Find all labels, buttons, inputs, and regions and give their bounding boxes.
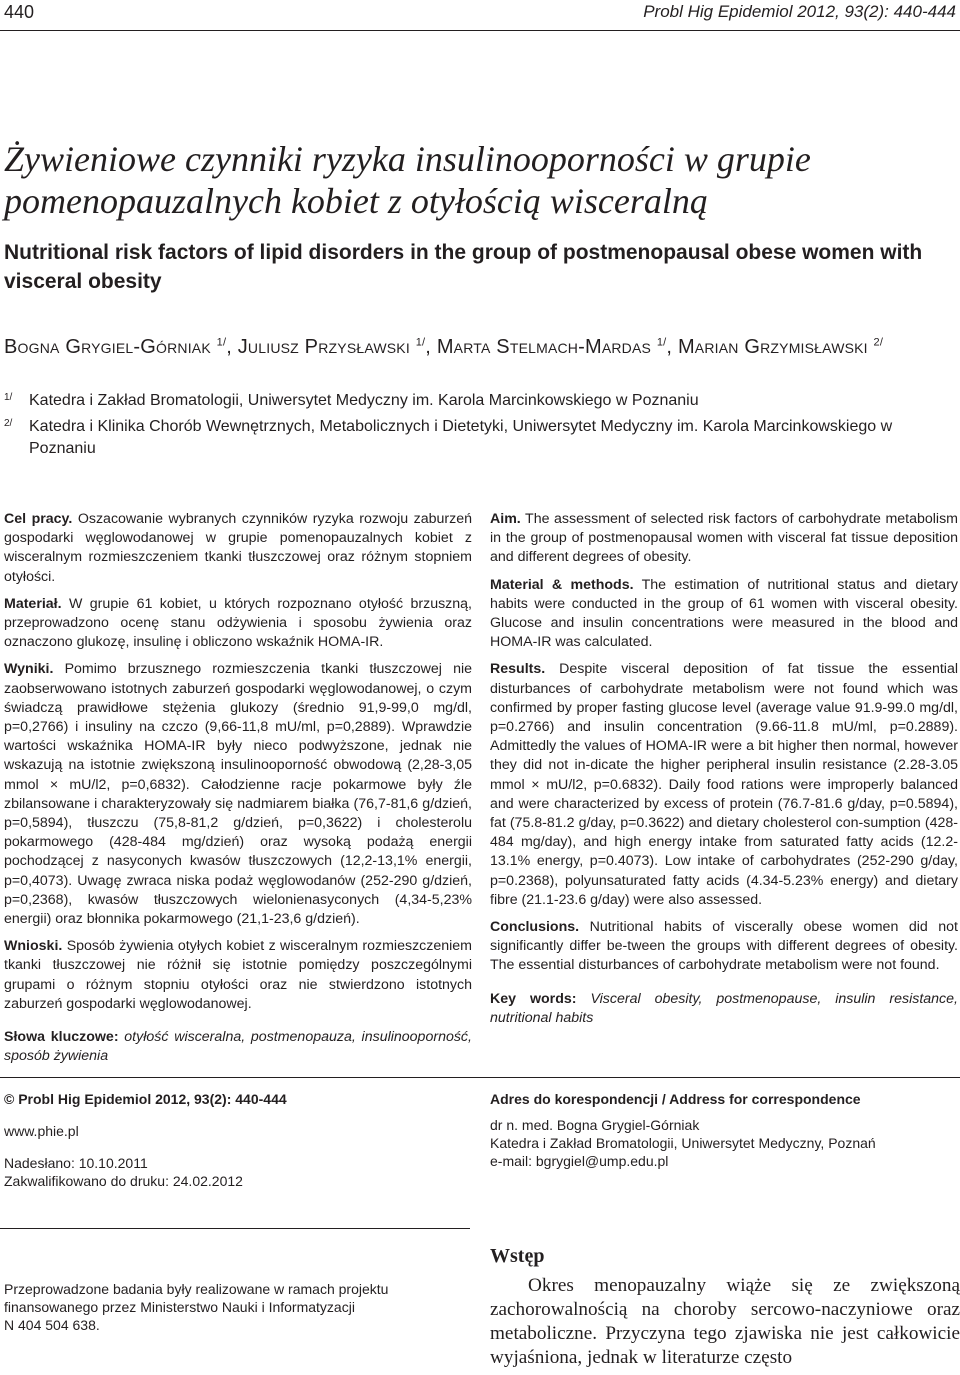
intro-heading: Wstęp xyxy=(490,1245,545,1267)
author-affiliation: 1/ xyxy=(415,336,426,349)
section-text: Despite visceral deposition of fat tissue the essential disturbances of carbohydrate metabolism were not found which was confirmed by proper fasting glucose level (average value 91.9-99.0 mg/dl, p=0.2766) and insulin concentration (9.66-11.8 mU/ml, p=0.2889). Admittedly the values of HOMA-IR were a bit higher then normal, however they did not in-dicate the higher peripheral insulin resistance (2.28-3.05 mmol × mU/l2, p=0.6832). Daily food rations were improperly balanced and were characterized by excess of protein (76.7-81.6 g/day, p=0.5894), fat (75.8-81.2 g/day, p=0.3622) and dietary cholesterol con-sumption (428-484 mg/day), and high energy intake from saturated fatty acids (12.2-13.1% energy, p=0.4073). Low intake of carbohydrates (252-290 g/day, p=0.2368), polyunsaturated fatty acids (4.34-5.23% energy) and dietary fibre (21.1-23.6 g/day) were also assessed. xyxy=(490,661,958,908)
funding-note xyxy=(4,1280,464,1334)
affiliation-number: 1/ xyxy=(4,392,13,403)
funding-line: Przeprowadzone badania były realizowane w ramach projektu xyxy=(4,1281,389,1297)
affiliation-text: Katedra i Zakład Bromatologii, Uniwersytet Medyczny im. Karola Marcinkowskiego w Poznaniu xyxy=(29,392,699,409)
journal-reference: Probl Hig Epidemiol 2012, 93(2): 440-444 xyxy=(643,2,956,21)
section-text: Nutritional habits of viscerally obese women did not significantly differ be-tween the groups with different degrees of obesity. The essential disturbances of carbohydrate metabolism were not found. xyxy=(490,919,958,974)
accepted-date: Zakwalifikowano do druku: 24.02.2012 xyxy=(4,1173,243,1189)
section-rule xyxy=(0,1077,960,1078)
section-label: Wnioski. xyxy=(4,938,63,955)
section-text: Sposób żywienia otyłych kobiet z wisceralnym rozmieszczeniem tkanki tłuszczowej nie różnił się istotnie pomiędzy poszczególnymi grupami o różnym stopniu otyłości oraz nie stwierdzono istotnych zaburzeń gospodarki węglowodanowej. xyxy=(4,938,472,1012)
section-label: Results. xyxy=(490,661,546,678)
abstract-paragraph xyxy=(4,510,472,587)
title-polish: Żywieniowe czynniki ryzyka insulinooporności w grupie pomenopauzalnych kobiet z otyłością wisceralną xyxy=(4,139,811,221)
section-text: The estimation of nutritional status and dietary habits were conducted in the group of 61 women with visceral obesity. Glucose and insulin concentrations were measured in the blood and HOMA-IR was calculated. xyxy=(490,576,959,651)
author-name: Bogna Grygiel-Górniak xyxy=(4,336,211,358)
abstract-paragraph xyxy=(4,660,472,929)
author-name: Juliusz Przysławski xyxy=(237,336,410,358)
section-label: Aim. xyxy=(490,511,521,527)
title-english: Nutritional risk factors of lipid disorders in the group of postmenopausal obese women with visceral obesity xyxy=(4,241,923,293)
abstract-paragraph xyxy=(4,595,472,653)
affiliation-text: Katedra i Klinika Chorób Wewnętrznych, Metabolicznych i Dietetyki, Uniwersytet Medyczny im. Karola Marcinkowskiego w Poznaniu xyxy=(29,418,893,457)
section-label: Wyniki. xyxy=(4,661,54,678)
header-rule xyxy=(0,30,960,31)
abstract-paragraph xyxy=(490,918,958,976)
abstract-english xyxy=(490,510,958,1036)
keywords-polish xyxy=(4,1028,472,1066)
section-label: Conclusions. xyxy=(490,919,580,936)
section-text: The assessment of selected risk factors of carbohydrate metabolism in the group of postmenopausal women with visceral fat tissue deposition and different degrees of obesity. xyxy=(490,511,958,566)
keywords-label: Key words: xyxy=(490,990,577,1007)
correspondence-institution: Katedra i Zakład Bromatologii, Uniwersytet Medyczny, Poznań xyxy=(490,1135,876,1151)
copyright-line: © Probl Hig Epidemiol 2012, 93(2): 440-444 xyxy=(4,1091,287,1107)
correspondence xyxy=(490,1090,958,1170)
correspondence-email[interactable]: e-mail: bgrygiel@ump.edu.pl xyxy=(490,1153,669,1169)
keywords-english xyxy=(490,990,958,1028)
author-affiliation: 1/ xyxy=(216,336,227,349)
author-name: Marian Grzymisławski xyxy=(677,336,868,358)
author-affiliation: 2/ xyxy=(873,336,884,349)
section-text: W grupie 61 kobiet, u których rozpoznano otyłość brzuszną, przeprowadzono ocenę stanu odżywienia i sposobu żywienia oraz oznaczono glukozę, insulinę i obliczono wskaźnik HOMA-IR. xyxy=(4,595,472,651)
author-affiliation: 1/ xyxy=(656,336,667,349)
correspondence-label: Adres do korespondencji / Address for correspondence xyxy=(490,1091,861,1107)
page-number: 440 xyxy=(4,2,35,22)
section-label: Materiał. xyxy=(4,595,62,612)
funding-line: N 404 504 638. xyxy=(4,1317,100,1333)
author-list: Bogna Grygiel-Górniak $^{1/}$, Juliusz Przysławski $^{1/}$, Marta Stelmach-Mardas $^{1/}$, Marian Grzymisławski $^{2/}$ xyxy=(4,336,884,358)
affiliation xyxy=(4,416,944,460)
abstract-paragraph xyxy=(4,937,472,1014)
abstract-polish xyxy=(4,510,472,1074)
abstract-paragraph xyxy=(490,510,958,568)
intro-text: Okres menopauzalny wiąże się ze zwiększoną zachorowalnością na choroby sercowo-naczyniowe oraz metaboliczne. Przyczyna tego zjawiska nie jest całkowicie wyjaśniona, jednak w literaturze często xyxy=(490,1275,960,1368)
affiliation-number: 2/ xyxy=(4,418,13,429)
abstract-paragraph xyxy=(490,660,958,910)
affiliation xyxy=(4,390,944,412)
keywords-text: Visceral obesity, postmenopause, insulin resistance, nutritional habits xyxy=(490,990,958,1026)
abstract-paragraph xyxy=(490,576,958,653)
keywords-text: otyłość wisceralna, postmenopauza, insulinooporność, sposób żywienia xyxy=(4,1029,472,1065)
keywords-label: Słowa kluczowe: xyxy=(4,1029,119,1046)
correspondence-name: dr n. med. Bogna Grygiel-Górniak xyxy=(490,1117,700,1133)
funding-line: finansowanego przez Ministerstwo Nauki i Informatyzacji xyxy=(4,1299,355,1315)
publication-info xyxy=(4,1090,464,1190)
section-rule xyxy=(0,1228,470,1229)
received-date: Nadesłano: 10.10.2011 xyxy=(4,1155,148,1171)
section-text: Oszacowanie wybranych czynników ryzyka rozwoju zaburzeń gospodarki węglowodanowej w grupie pomenopauzalnych kobiet z wisceralnym rozmieszczeniem tkanki tłuszczowej oraz różnym stopniem otyłości. xyxy=(4,511,472,585)
author-name: Marta Stelmach-Mardas xyxy=(436,336,652,358)
website-link[interactable]: www.phie.pl xyxy=(4,1123,79,1139)
section-label: Cel pracy. xyxy=(4,511,73,527)
section-text: Pomimo brzusznego rozmieszczenia tkanki tłuszczowej nie zaobserwowano istotnych zaburzeń gospodarki węglowodanowej, o czym świadczą prawidłowe stężenia glukozy (średnio 91,9-99,0 mg/dl, p=0,2766) i insuliny na czczo (9,66-11,8 mU/ml, p=0,2889). Wprawdzie wartości wskaźnika HOMA-IR były nieco podwyższone, jednak nie wskazują na istotnie zwiększoną insulinooporność obwodową (2,28-3,05 mmol × mU/l2, p=0,6832). Całodzienne racje pokarmowe były źle zbilansowane i charakteryzowały się nadmiarem białka (76,7-81,6 g/dzień, p=0,5894), tłuszczu (75,8-81,2 g/dzień, p=0,3622) i cholesterolu pokarmowego (428-484 mg/dzień) oraz wysoką podażą energii pochodzącej z nasyconych kwasów tłuszczowych (12,2-13,1% energii, p=0,4073). Uwagę zwraca niska podaż węglowodanów (252-290 g/dzień, p=0,2368), kwasów tłuszczowych wielonienasyconych (4,34-5,23% energii) oraz błonnika pokarmowego (21,1-23,6 g/dzień). xyxy=(4,661,472,928)
section-label: Material & methods. xyxy=(490,576,634,593)
